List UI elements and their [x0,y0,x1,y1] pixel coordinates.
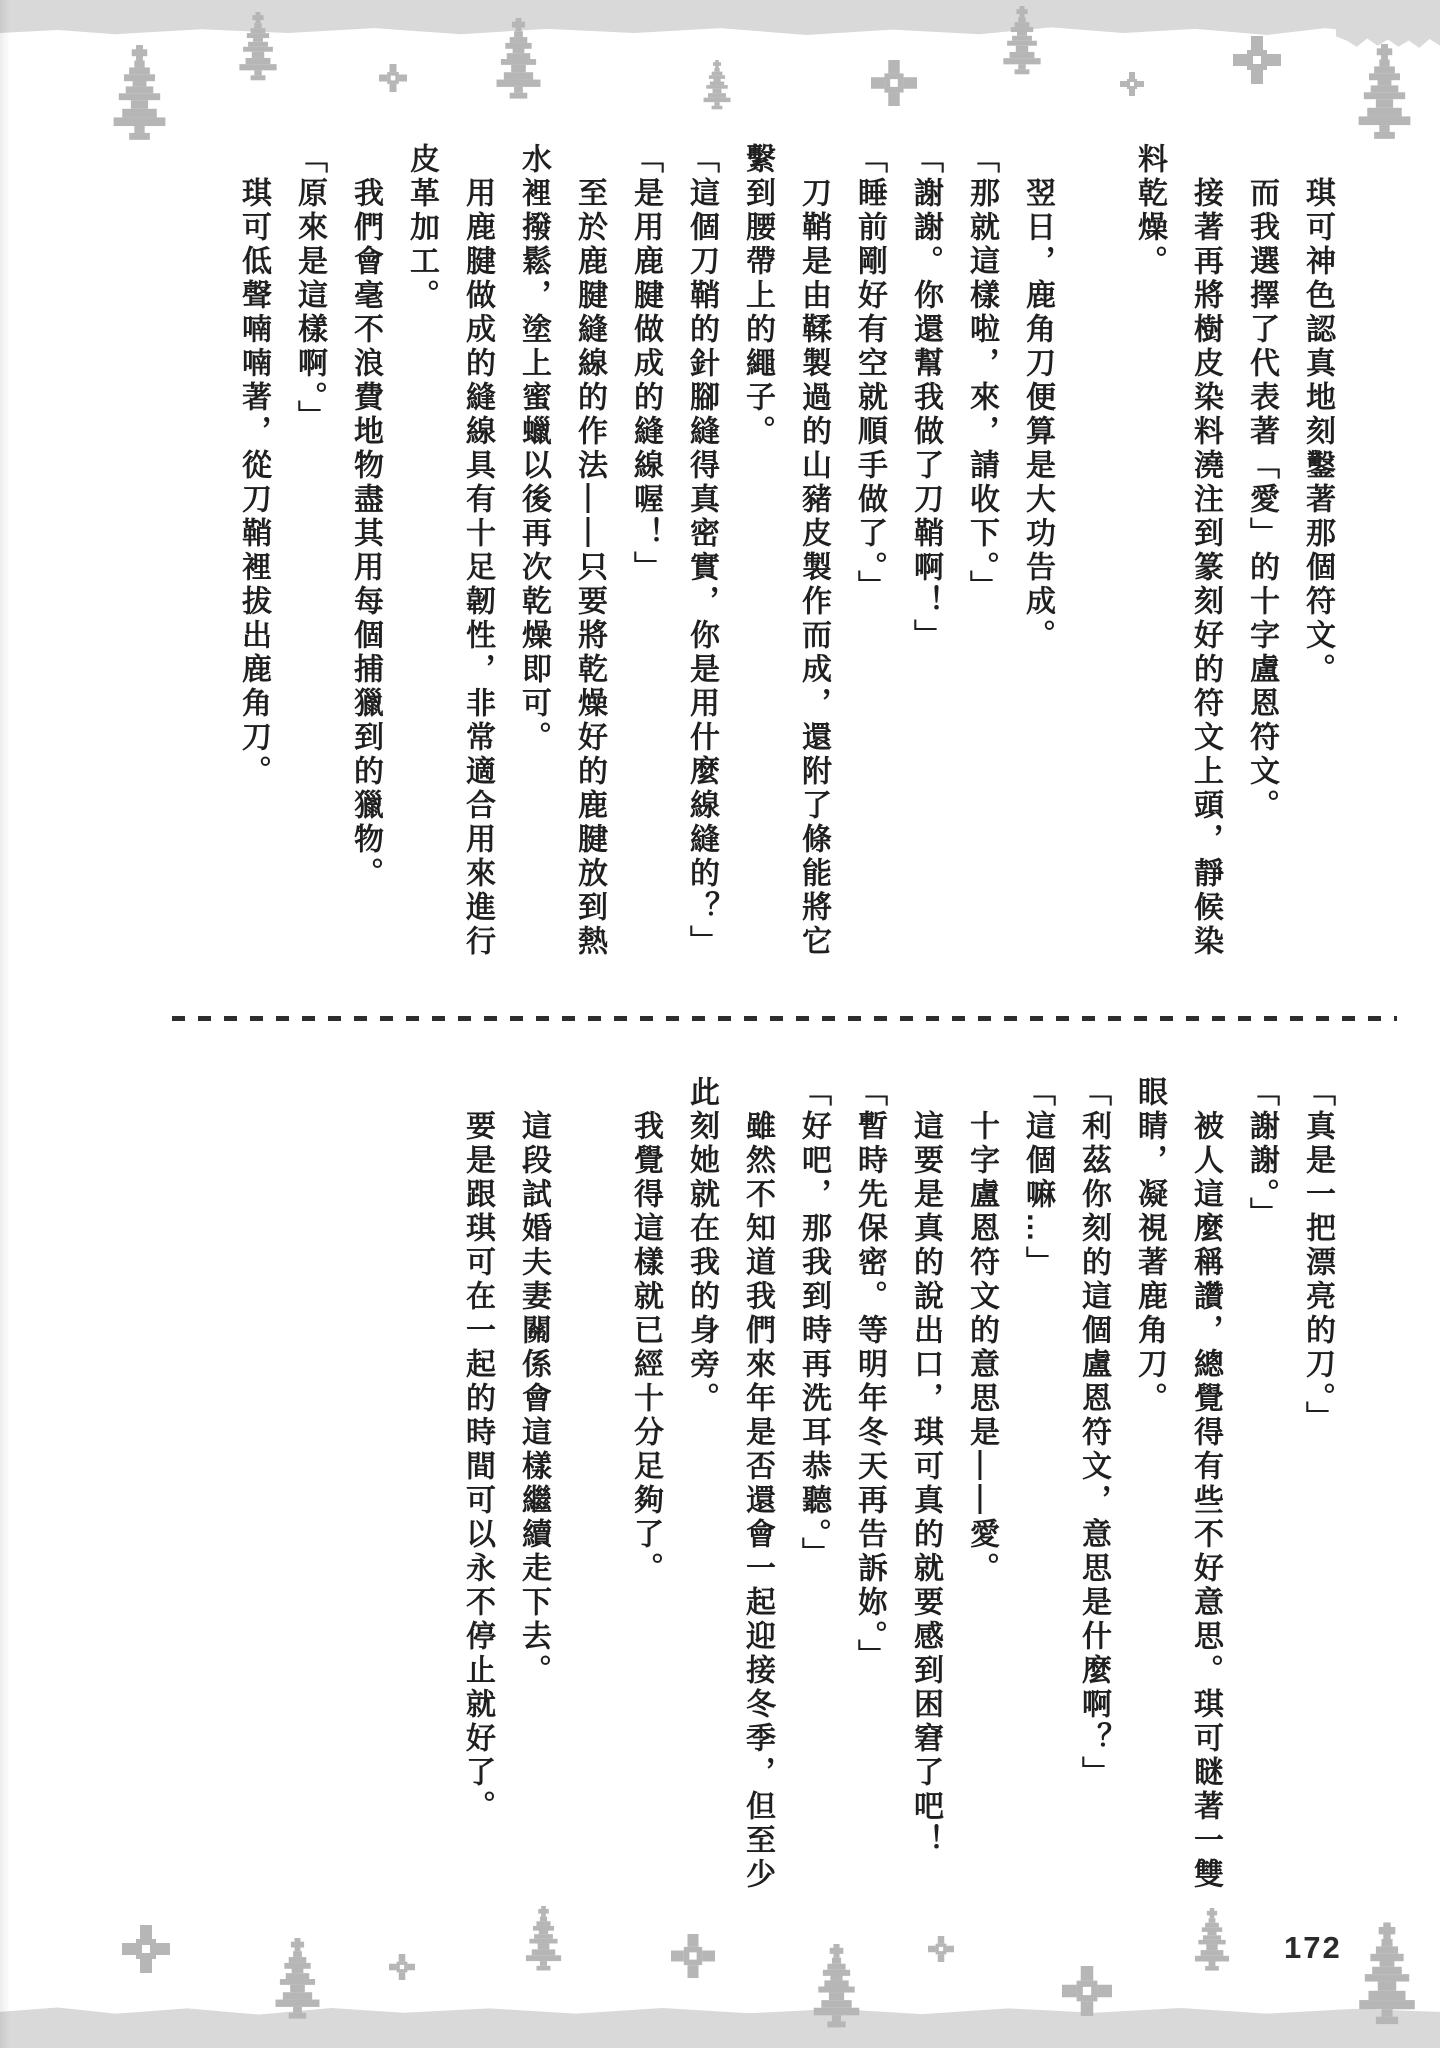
text-line: 十字盧恩符文的意思是——愛。 [965,1110,998,1586]
text-line: 用鹿腱做成的縫線具有十足韌性，非常適合用來進行 [461,177,494,959]
text-line: 眼睛，凝視著鹿角刀。 [1133,1076,1166,1416]
sparkle-icon [671,1934,715,1978]
text-line: 「真是一把漂亮的刀。」 [1301,1076,1334,1435]
sparkle-icon [928,1936,954,1962]
pine-tree-icon [997,6,1047,78]
text-block-top [225,143,1345,963]
text-line: 水裡撥鬆，塗上蜜蠟以後再次乾燥即可。 [517,143,550,755]
text-line: 這段試婚夫妻關係會這樣繼續走下去。 [517,1110,550,1688]
sparkle-icon [379,64,407,92]
pine-tree-icon [489,18,548,103]
pine-tree-icon [699,60,735,112]
text-line: 「那就這樣啦，來，請收下。」 [965,143,998,604]
section-divider [172,1016,1397,1021]
text-line: 這要是真的說出口，琪可真的就要感到困窘了吧！ [909,1110,942,1858]
sparkle-icon [1233,36,1281,84]
text-line: 「這個刀鞘的針腳縫得真密實，你是用什麼線縫的？」 [685,143,718,959]
pine-tree-icon [105,45,174,145]
torn-paper-band-bottom [0,2004,1440,2048]
pine-tree-icon [1350,1922,1424,2030]
text-line: 刀鞘是由鞣製過的山豬皮製作而成，還附了條能將它 [797,177,830,959]
text-line: 「是用鹿腱做成的縫線喔！」 [629,143,662,585]
text-line: 琪可神色認真地刻鑿著那個符文。 [1301,177,1334,687]
blank-column [1065,143,1121,963]
text-line: 我覺得這樣就已經十分足夠了。 [629,1110,662,1586]
text-block-bottom [449,1076,1345,1896]
page-number: 172 [1284,1930,1342,1965]
text-line: 被人這麼稱讚，總覺得有些不好意思。琪可瞇著一雙 [1189,1110,1222,1892]
page-edge-shadow [0,0,10,2048]
torn-paper-band-top [0,0,1440,38]
sparkle-icon [1120,72,1144,96]
text-line: 皮革加工。 [405,143,438,313]
sparkle-icon [389,1954,415,1980]
sparkle-icon [871,60,917,106]
text-line: 「原來是這樣啊。」 [293,143,326,434]
text-line: 料乾燥。 [1133,143,1166,279]
pine-tree-icon [806,1944,867,2032]
sparkle-icon [1062,1966,1112,2016]
text-line: 雖然不知道我們來年是否還會一起迎接冬季，但至少 [741,1110,774,1892]
pine-tree-icon [233,12,283,84]
text-line: 繫到腰帶上的繩子。 [741,143,774,449]
text-line: 至於鹿腱縫線的作法——只要將乾燥好的鹿腱放到熱 [573,177,606,959]
text-line: 接著再將樹皮染料澆注到篆刻好的符文上頭，靜候染 [1189,177,1222,959]
text-line: 「謝謝。你還幫我做了刀鞘啊！」 [909,143,942,653]
pine-tree-icon [1189,1908,1235,1974]
pine-tree-icon [1350,44,1419,144]
text-line: 「暫時先保密。等明年冬天再告訴妳。」 [853,1076,886,1673]
text-line: 「睡前剛好有空就順手做了。」 [853,143,886,604]
blank-column [561,1076,617,1896]
sparkle-icon [122,1925,170,1973]
text-line: 琪可低聲喃喃著，從刀鞘裡拔出鹿角刀。 [237,177,270,789]
text-line: 而我選擇了代表著「愛」的十字盧恩符文。 [1245,177,1278,823]
pine-tree-icon [268,1938,327,2023]
text-line: 「利茲你刻的這個盧恩符文，意思是什麼啊？」 [1077,1076,1110,1790]
pine-tree-icon [520,1906,567,1974]
text-line: 「謝謝。」 [1245,1076,1278,1231]
text-line: 「這個嘛…」 [1021,1076,1054,1280]
text-line: 翌日，鹿角刀便算是大功告成。 [1021,177,1054,653]
text-line: 此刻她就在我的身旁。 [685,1076,718,1416]
text-line: 要是跟琪可在一起的時間可以永不停止就好了。 [461,1110,494,1824]
text-line: 我們會毫不浪費地物盡其用每個捕獵到的獵物。 [349,177,382,891]
text-line: 「好吧，那我到時再洗耳恭聽。」 [797,1076,830,1571]
